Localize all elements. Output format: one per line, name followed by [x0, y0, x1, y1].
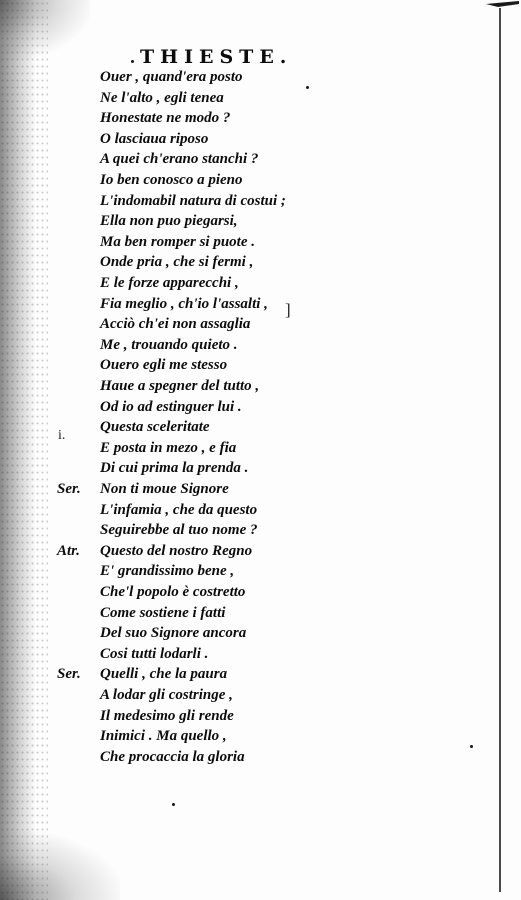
bottom-corner-shadow — [0, 830, 120, 900]
verse-line: Seguirebbe al tuo nome ? — [100, 522, 258, 538]
verse-line: L'indomabil natura di costui ; — [100, 193, 286, 209]
verse-line: Ma ben romper si puote . — [100, 234, 256, 250]
verse-line: E posta in mezo , e fia — [100, 440, 237, 456]
verse-line: Il medesimo gli rende — [100, 708, 234, 724]
verse-line: Cosi tutti lodarli . — [100, 646, 209, 662]
verse-line: Od io ad estinguer lui . — [100, 399, 242, 415]
verse-line: Ouero egli me stesso — [100, 357, 228, 373]
verse-line: Fia meglio , ch'io l'assalti , — [100, 296, 268, 312]
verse-line: A quei ch'erano stanchi ? — [100, 151, 259, 167]
verse-line: Questa sceleritate — [100, 419, 210, 435]
scan-noise — [0, 0, 48, 900]
verse-line: Io ben conosco a pieno — [100, 172, 243, 188]
verse-line: Haue a spegner del tutto , — [100, 378, 260, 394]
verse-line: Di cui prima la prenda . — [100, 460, 249, 476]
verse-line: Honestate ne modo ? — [100, 110, 231, 126]
verse-line: Che'l popolo è costretto — [100, 584, 246, 600]
verse-line: Questo del nostro Regno — [100, 543, 253, 559]
verse-line: Quelli , che la paura — [100, 666, 228, 682]
verse-line: Acciò ch'ei non assaglia — [100, 316, 251, 332]
top-corner-shadow — [0, 0, 90, 60]
verse-line: Del suo Signore ancora — [100, 625, 247, 641]
verse-line: Onde pria , che si fermi , — [100, 254, 254, 270]
page-edge-fold — [484, 0, 521, 12]
verse-line: Come sostiene i fatti — [100, 605, 226, 621]
margin-mark: i. — [58, 428, 66, 443]
verse-line: Me , trouando quieto . — [100, 337, 238, 353]
speaker-label: Ser. — [57, 481, 81, 497]
verse-line: E' grandissimo bene , — [100, 563, 235, 579]
page-right-edge — [499, 8, 501, 892]
stray-bracket-mark: ] — [285, 300, 291, 319]
verse-line: Non ti moue Signore — [100, 481, 229, 497]
verse-line: O lasciaua riposo — [100, 131, 209, 147]
speaker-label: Ser. — [57, 666, 81, 682]
verse-line: Ella non puo piegarsi, — [100, 213, 238, 229]
verse-line: Inimici . Ma quello , — [100, 728, 227, 744]
running-head: THIESTE. — [140, 46, 293, 68]
verse-line: Che procaccia la gloria — [100, 749, 245, 765]
verse-line: A lodar gli costringe , — [100, 687, 233, 703]
verse-line: Ne l'alto , egli tenea — [100, 90, 224, 106]
verse-line: L'infamia , che da questo — [100, 502, 258, 518]
speaker-label: Atr. — [57, 543, 80, 559]
verse-line: Ouer , quand'era posto — [100, 69, 243, 85]
verse-line: E le forze apparecchi , — [100, 275, 239, 291]
